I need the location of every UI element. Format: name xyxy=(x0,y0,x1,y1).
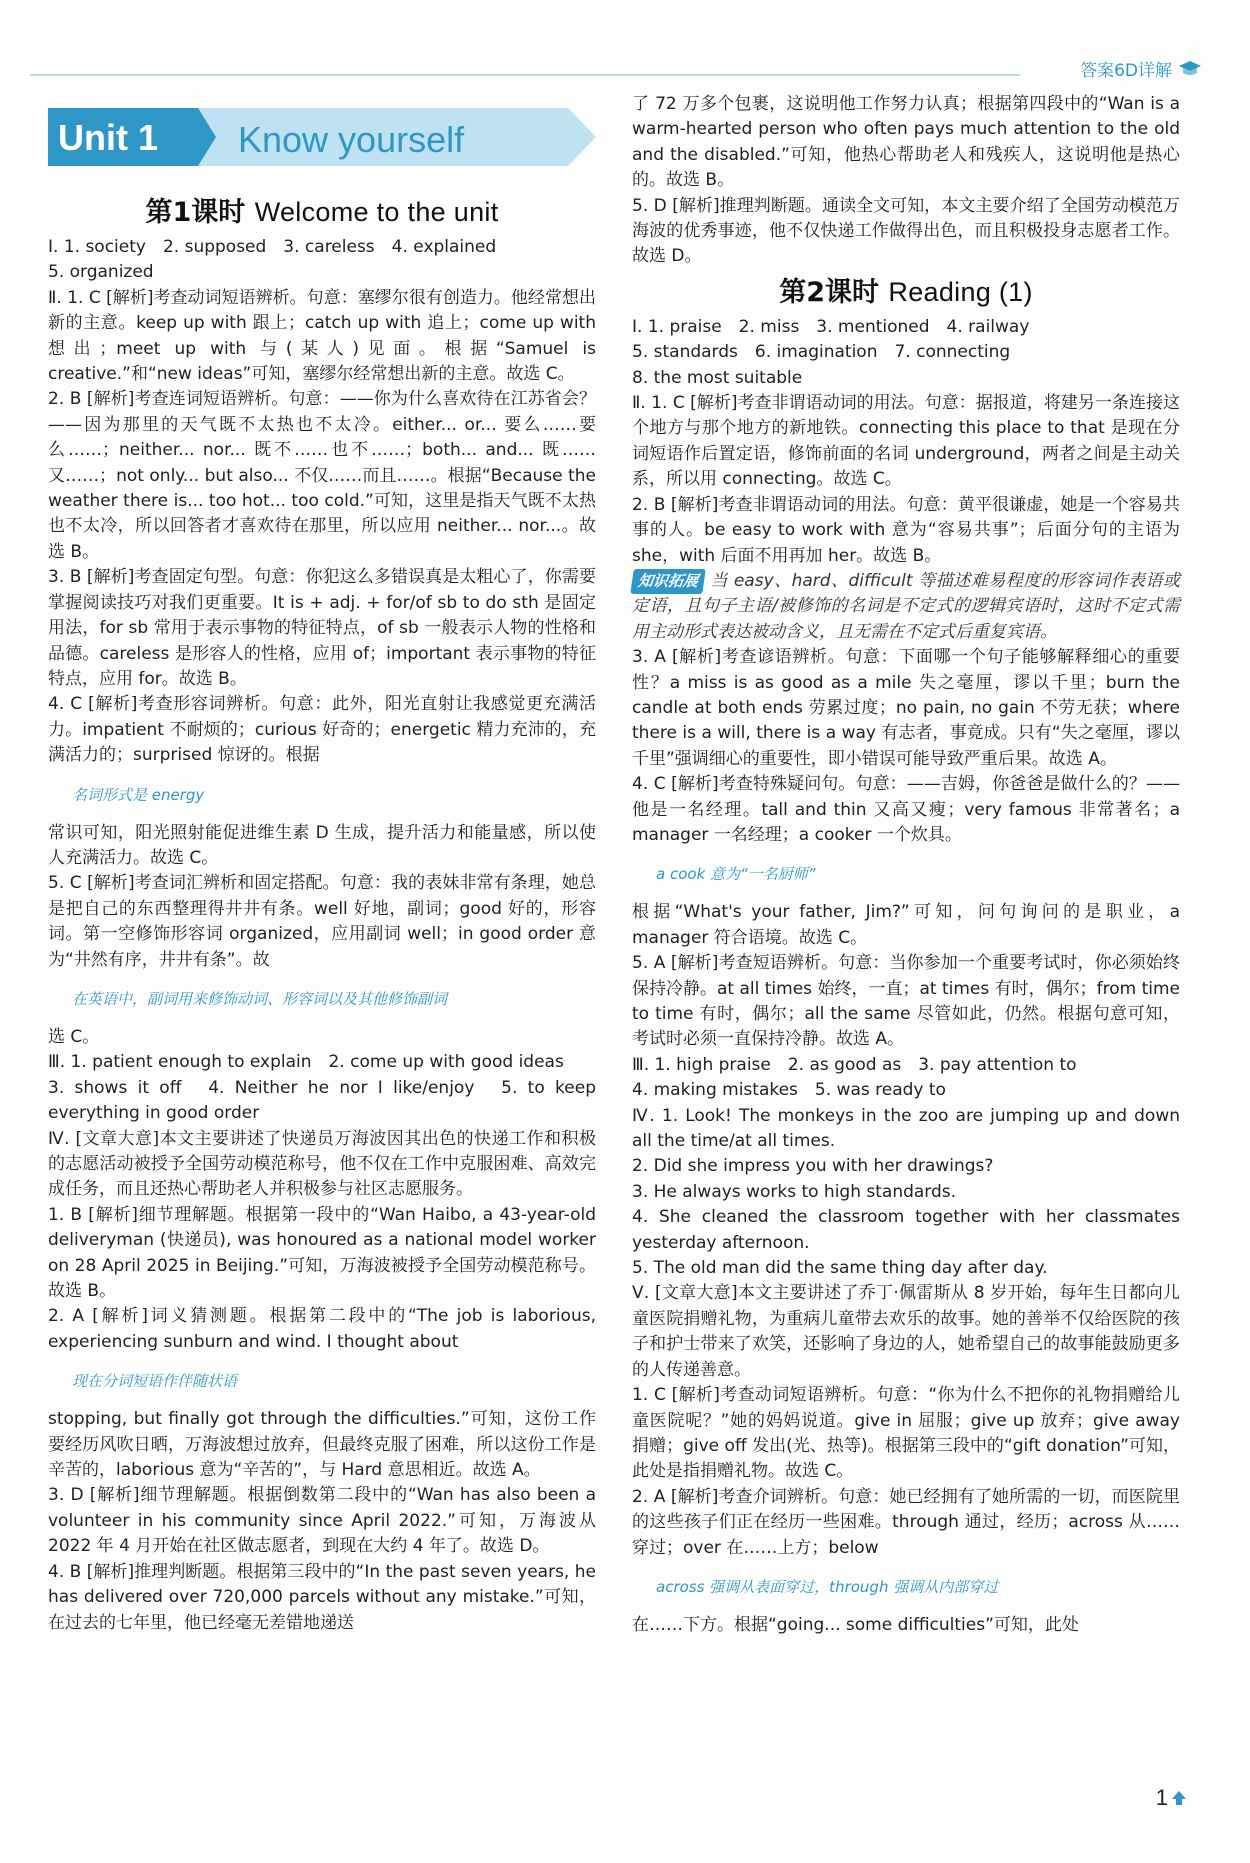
knowledge-extension xyxy=(632,569,1180,645)
answer-line: 4. making mistakes 5. was ready to xyxy=(632,1080,946,1101)
header-rule xyxy=(30,74,1020,76)
answer-line: 选 C。 xyxy=(48,1026,100,1047)
answer-line: Ⅲ. 1. patient enough to explain 2. come up with good ideas xyxy=(48,1052,564,1073)
unit-label: Unit 1 xyxy=(58,117,159,158)
answer-line: 1. B [解析]细节理解题。根据第一段中的“Wan Haibo, a 43-year-old deliveryman (快递员), was honoured as a national model worker on 28 April 2025 in Beijing.”可知，万海波被授予全国劳动模范称号。故选 B。 xyxy=(48,1204,596,1302)
right-column xyxy=(632,92,1180,1638)
answer-line: 5. D [解析]推理判断题。通读全文可知，本文主要介绍了全国劳动模范万海波的优秀事迹，他不仅快递工作做得出色，而且积极投身志愿者工作。故选 D。 xyxy=(632,195,1180,267)
answer-line: 2. B [解析]考查非谓语动词的用法。句意：黄平很谦虚，她是一个容易共事的人。be easy to work with 意为“容易共事”；后面分句的主语为 she，with 后面不用再加 her。故选 B。 xyxy=(632,494,1180,566)
answer-line: 2. Did she impress you with her drawings? xyxy=(632,1156,994,1177)
lesson2-title xyxy=(632,272,1180,313)
arrow-up-icon xyxy=(1172,1791,1186,1805)
lesson1-title xyxy=(48,192,596,233)
answer-line: 3. A [解析]考查谚语辨析。句意：下面哪一个句子能够解释细心的重要性？a miss is as good as a mile 失之毫厘，谬以千里；burn the candle at both ends 劳累过度；no pain, no gain 不劳无获；where there is a will, there is a way 有志者，事竟成。只有“失之毫厘，谬以千里”强调细心的重要性，即小错误可能导致严重后果。故选 A。 xyxy=(632,647,1180,769)
answer-line: 了 72 万多个包裹，这说明他工作努力认真；根据第四段中的“Wan is a warm-hearted person who often pays much attention to the old and the disabled.”可知，他热心帮助老人和残疾人，这说明他是热心的。故选 B。 xyxy=(632,94,1180,191)
knowledge-extension-tag: 知识拓展 xyxy=(630,569,706,594)
answer-line: 5. organized xyxy=(48,262,154,283)
answer-line: 5. C [解析]考查词汇辨析和固定搭配。句意：我的表妹非常有条理，她总是把自己的东西整理得井井有条。well 好地，副词；good 好的，形容词。第一空修饰形容词 organized，应用副词 well；in good order 意为“井然有序，井井有条”。故 xyxy=(48,873,596,970)
handwritten-note: 名词形式是 energy xyxy=(72,785,205,804)
answer-line: 3. D [解析]细节理解题。根据倒数第二段中的“Wan has also been a volunteer in his community since April 2022.”可知，万海波从 2022 年 4 月开始在社区做志愿者，到现在大约 4 年了。故选 D。 xyxy=(48,1485,596,1557)
answer-line: 4. She cleaned the classroom together with her classmates yesterday afternoon. xyxy=(632,1207,1180,1253)
answer-line: Ⅴ. [文章大意]本文主要讲述了乔丁·佩雷斯从 8 岁开始，每年生日都向儿童医院捐赠礼物，为重病儿童带去欢乐的故事。她的善举不仅给医院的孩子和护士带来了欢笑，还影响了身边的人，她希望自己的故事能鼓励更多的人传递善意。 xyxy=(632,1283,1180,1380)
answer-line: Ⅱ. 1. C [解析]考查动词短语辨析。句意：塞缪尔很有创造力。他经常想出新的主意。keep up with 跟上；catch up with 追上；come up with 想出；meet up with 与(某人)见面。根据“Samuel is creative.”和“new ideas”可知，塞缪尔经常想出新的主意。故选 C。 xyxy=(48,287,596,385)
answer-line: Ⅰ. 1. praise 2. miss 3. mentioned 4. railway xyxy=(632,316,1030,337)
answer-line: Ⅳ. [文章大意]本文主要讲述了快递员万海波因其出色的快递工作和积极的志愿活动被授予全国劳动模范称号，他不仅在工作中克服困难、高效完成任务，而且还热心帮助老人并积极参与社区志愿服务。 xyxy=(48,1128,596,1200)
answer-line: 4. C [解析]考查特殊疑问句。句意：——吉姆，你爸爸是做什么的？——他是一名经理。tall and thin 又高又瘦；very famous 非常著名；a manager 一名经理；a cooker 一个炊具。 xyxy=(632,774,1180,845)
header-answer-label xyxy=(1080,56,1202,81)
answer-line: Ⅰ. 1. society 2. supposed 3. careless 4. explained xyxy=(48,237,497,257)
answer-line: 在……下方。根据“going... some difficulties”可知，此处 xyxy=(632,1614,1079,1635)
unit-title: Know yourself xyxy=(238,119,465,160)
handwritten-note: across 强调从表面穿过，through 强调从内部穿过 xyxy=(656,1577,999,1596)
answer-line: 3. shows it off 4. Neither he nor I like/enjoy 5. to keep everything in good order xyxy=(48,1077,596,1124)
answer-line: 8. the most suitable xyxy=(632,367,803,388)
unit-banner xyxy=(48,102,596,172)
left-column xyxy=(48,190,596,1636)
page-number-text: 1 xyxy=(1155,1785,1168,1810)
answer-line: 1. C [解析]考查动词短语辨析。句意：“你为什么不把你的礼物捐赠给儿童医院呢？”她的妈妈说道。give in 屈服；give up 放弃；give away 捐赠；give off 发出(光、热等)。根据第三段中的“gift donation”可知，此处是指捐赠礼物。故选 C。 xyxy=(632,1385,1180,1482)
answer-line: stopping, but finally got through the difficulties.”可知，这份工作要经历风吹日晒，万海波想过放弃，但最终克服了困难，所以这份工作是辛苦的，laborious 意为“辛苦的”，与 Hard 意思相近。故选 A。 xyxy=(48,1409,596,1481)
answer-line: 5. standards 6. imagination 7. connecting xyxy=(632,342,1011,363)
handwritten-note: 现在分词短语作伴随状语 xyxy=(72,1372,238,1391)
lesson1-title-en: Welcome to the unit xyxy=(254,197,499,227)
handwritten-note: 在英语中，副词用来修饰动词、形容词以及其他修饰副词 xyxy=(72,989,448,1008)
answer-line: 4. B [解析]推理判断题。根据第三段中的“In the past seven years, he has delivered over 720,000 parcels without any mistake.”可知，在过去的七年里，他已经毫无差错地递送 xyxy=(48,1561,596,1633)
answer-line: Ⅳ. 1. Look! The monkeys in the zoo are jumping up and down all the time/at all times. xyxy=(632,1105,1180,1152)
answer-line: 3. He always works to high standards. xyxy=(632,1181,957,1202)
answer-line: 3. B [解析]考查固定句型。句意：你犯这么多错误真是太粗心了，你需要掌握阅读技巧对我们更重要。It is + adj. + for/of sb to do sth 是固定用法，for sb 常用于表示事物的特征特点，of sb 一般表示人物的性格和品德。careless 是形容人的性格，应用 of；important 表示事物的特征特点，应用 for。故选 B。 xyxy=(48,567,596,689)
lesson1-title-cn: 第1课时 xyxy=(145,197,246,228)
answer-line: Ⅱ. 1. C [解析]考查非谓语动词的用法。句意：据报道，将建另一条连接这个地方与那个地方的新地铁。connecting this place to that 是现在分词短语作后置定语，修饰前面的名词 underground，两者之间是主动关系，所以用 connecting。故选 C。 xyxy=(632,393,1180,490)
answer-label-text: 答案6D详解 xyxy=(1080,61,1172,81)
answer-line: 2. B [解析]考查连词短语辨析。句意：——你为什么喜欢待在江苏省会？——因为那里的天气既不太热也不太冷。either... or... 要么……要么……；neither... nor... 既不……也不……；both... and... 既……又……；not only... but also... 不仅……而且……。根据“Because the weather there is... too hot... too cold.”可知，这里是指天气既不太热也不太冷，所以回答者才喜欢待在那里，所以应用 neither... nor...。故选 B。 xyxy=(48,389,596,562)
lesson2-title-cn: 第2课时 xyxy=(779,276,879,308)
lesson2-title-en: Reading (1) xyxy=(888,276,1033,307)
answer-line: 5. A [解析]考查短语辨析。句意：当你参加一个重要考试时，你必须始终保持冷静。at all times 始终，一直；at times 有时，偶尔；from time to time 有时，偶尔；all the same 尽管如此，仍然。根据句意可知，考试时必须一直保持冷静。故选 A。 xyxy=(632,953,1180,1050)
answer-line: 4. C [解析]考查形容词辨析。句意：此外，阳光直射让我感觉更充满活力。impatient 不耐烦的；curious 好奇的；energetic 精力充沛的，充满活力的；surprised 惊讶的。根据 xyxy=(48,694,596,766)
handwritten-note: a cook 意为“一名厨师” xyxy=(656,865,816,884)
answer-line: 2. A [解析]考查介词辨析。句意：她已经拥有了她所需的一切，而医院里的这些孩子们正在经历一些困难。through 通过，经历；across 从……穿过；over 在……上方；below xyxy=(632,1486,1180,1558)
knowledge-extension-text: 当 easy、hard、difficult 等描述难易程度的形容词作表语或定语，且句子主语/被修饰的名词是不定式的逻辑宾语时，这时不定式需用主动形式表达被动含义，且无需在不定式后重复宾语。 xyxy=(632,570,1180,642)
answer-line: 根据“What's your father, Jim?”可知，问句询问的是职业，a manager 符合语境。故选 C。 xyxy=(632,902,1180,948)
answer-line: 2. A [解析]词义猜测题。根据第二段中的“The job is laborious, experiencing sunburn and wind. I thought about xyxy=(48,1306,596,1352)
answer-line: 常识可知，阳光照射能促进维生素 D 生成，提升活力和能量感，所以使人充满活力。故选 C。 xyxy=(48,822,596,868)
answer-line: 5. The old man did the same thing day after day. xyxy=(632,1258,1048,1279)
answer-line: Ⅲ. 1. high praise 2. as good as 3. pay attention to xyxy=(632,1054,1077,1075)
graduation-cap-icon xyxy=(1178,60,1202,78)
page-number xyxy=(1156,1785,1186,1811)
